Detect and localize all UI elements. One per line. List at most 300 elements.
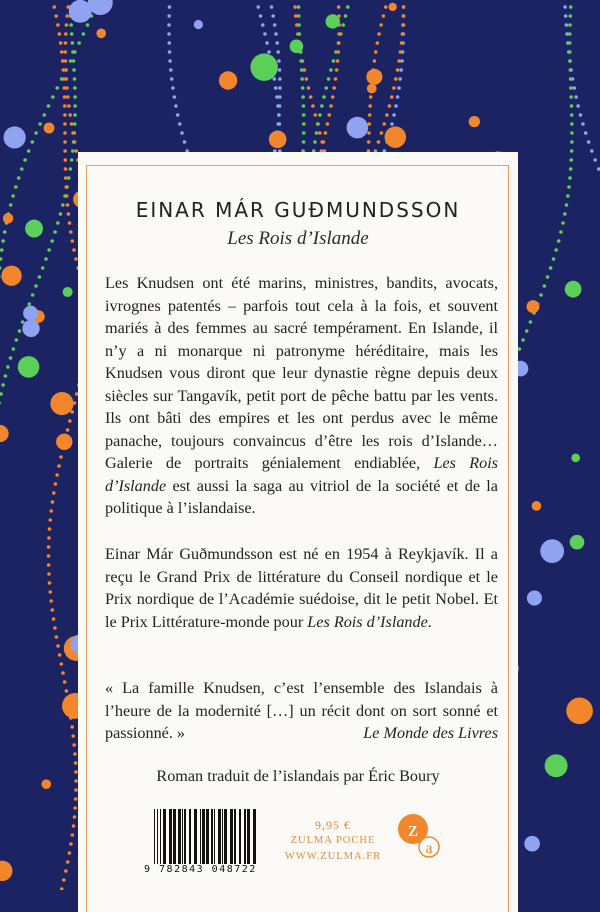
pattern-dot [65,23,69,27]
pattern-dot [170,77,174,81]
pattern-dot [569,5,573,9]
pattern-dot [73,752,77,756]
pattern-dot [71,734,75,738]
pattern-dot [394,77,398,81]
pattern-dot [397,86,401,90]
barcode-bar [182,809,183,864]
pattern-dot [55,635,59,639]
pattern-dot [63,140,67,144]
pattern-dot [318,113,322,117]
pattern-dot [275,41,279,45]
pattern-dot [518,347,522,351]
pattern-dot [278,86,282,90]
quote-text: « La famille Knudsen, c’est l’ensemble des Islandais à l’heure de la modernité […] un récit dont on sort sonné et passionné. » [105,679,498,742]
pattern-dot [27,302,31,306]
pattern-dot [377,140,381,144]
pattern-circle [41,779,51,789]
pattern-dot [73,122,77,126]
barcode-bar [224,809,227,864]
pattern-dot [61,203,65,207]
pattern-dot [0,257,2,261]
pattern-circle [3,213,13,223]
pattern-dot [172,95,176,99]
svg-text:a: a [425,840,433,857]
pattern-dot [56,644,60,648]
pattern-dot [300,77,304,81]
pattern-dot [324,131,328,135]
pattern-dot [62,878,66,882]
pattern-dot [73,95,77,99]
pattern-dot [73,104,77,108]
pattern-circle [250,53,277,80]
barcode-bar [244,809,246,864]
pattern-dot [64,68,68,72]
pattern-dot [20,167,24,171]
pattern-dot [525,329,529,333]
pattern-dot [367,140,371,144]
pattern-dot [546,275,550,279]
pattern-circle [527,300,540,313]
pattern-dot [183,140,187,144]
pattern-dot [385,113,389,117]
pattern-dot [59,212,63,216]
pattern-dot [309,95,313,99]
pattern-dot [311,104,315,108]
pattern-dot [398,77,402,81]
pattern-dot [61,671,65,675]
pattern-dot [54,482,58,486]
pattern-dot [41,266,45,270]
pattern-circle [565,281,582,298]
publisher-website: WWW.ZULMA.FR [284,851,382,862]
pattern-circle [269,131,287,149]
pattern-dot [73,140,77,144]
pattern-dot [44,257,48,261]
pattern-dot [563,212,567,216]
book-title: Les Rois d’Islande [227,228,369,249]
pattern-dot [297,23,301,27]
pattern-dot [276,104,280,108]
barcode-bar [163,809,166,864]
pattern-dot [565,23,569,27]
pattern-circle [0,425,9,442]
pattern-dot [60,50,64,54]
pattern-dot [0,401,1,405]
pattern-dot [570,122,574,126]
pattern-dot [66,428,70,432]
barcode-bar [200,809,201,864]
pattern-dot [14,185,18,189]
pattern-dot [68,851,72,855]
barcode-bar [222,809,223,864]
pattern-circle [4,126,26,148]
pattern-dot [178,122,182,126]
pattern-dot [53,230,57,234]
pattern-dot [168,5,172,9]
pattern-dot [34,131,38,135]
pattern-dot [66,95,70,99]
pattern-dot [569,95,573,99]
pattern-dot [402,5,406,9]
pattern-dot [267,50,271,54]
pattern-dot [568,14,572,18]
pattern-circle [540,539,564,563]
pattern-dot [307,86,311,90]
pattern-dot [171,86,175,90]
pattern-dot [568,23,572,27]
pattern-dot [47,554,51,558]
pattern-dot [316,122,320,126]
pattern-dot [72,68,76,72]
pattern-dot [69,230,73,234]
barcode-bar [160,809,161,864]
pattern-dot [82,32,86,36]
pattern-dot [298,32,302,36]
pattern-dot [278,77,282,81]
pattern-circle [25,220,43,238]
pattern-dot [566,194,570,198]
publisher-info [268,817,398,865]
pattern-dot [302,113,306,117]
pattern-dot [392,113,396,117]
pattern-dot [327,113,331,117]
pattern-dot [570,149,574,153]
pattern-dot [568,59,572,63]
pattern-dot [302,140,306,144]
pattern-dot [584,131,588,135]
pattern-dot [0,266,1,270]
pattern-dot [277,59,281,63]
pattern-dot [64,50,68,54]
pattern-dot [69,842,73,846]
pattern-circle [44,123,55,134]
pattern-dot [6,365,10,369]
pattern-dot [368,122,372,126]
pattern-dot [70,32,74,36]
pattern-dot [30,140,34,144]
pattern-dot [169,68,173,72]
pattern-dot [49,599,53,603]
pattern-circle [527,590,542,605]
pattern-dot [402,14,406,18]
pattern-dot [299,59,303,63]
pattern-dot [572,86,576,90]
barcode [150,809,260,869]
barcode-bar [214,809,215,864]
pattern-dot [0,248,4,252]
pattern-dot [64,176,68,180]
pattern-dot [74,761,78,765]
pattern-dot [324,86,328,90]
pattern-dot [593,158,597,162]
barcode-bar [184,809,186,864]
pattern-circle [96,28,106,38]
pattern-dot [51,95,55,99]
synopsis-text-end: est aussi la saga au vitriol de la société et de la politique à l’islandaise. [105,476,498,517]
pattern-dot [86,23,90,27]
pattern-dot [60,77,64,81]
pattern-dot [388,104,392,108]
pattern-dot [180,131,184,135]
author-name: EINAR MÁR GUÐMUNDSSON [135,198,461,222]
pattern-dot [57,464,61,468]
pattern-dot [368,113,372,117]
barcode-bar [202,809,205,864]
pattern-dot [71,41,75,45]
pattern-dot [581,122,585,126]
barcode-bar [239,809,241,864]
pattern-dot [336,50,340,54]
pattern-dot [56,221,60,225]
pattern-dot [554,248,558,252]
pattern-dot [12,347,16,351]
pattern-dot [335,68,339,72]
pattern-circle [50,392,73,415]
pattern-dot [38,122,42,126]
pattern-dot [302,104,306,108]
pattern-dot [570,131,574,135]
publisher-name: ZULMA POCHE [290,835,376,846]
pattern-circle [219,71,237,89]
pattern-dot [568,50,572,54]
pattern-dot [73,77,77,81]
pattern-dot [568,176,572,180]
pattern-dot [590,149,594,153]
pattern-circle [366,69,382,85]
pattern-dot [168,59,172,63]
pattern-dot [15,338,19,342]
pattern-dot [322,140,326,144]
pattern-dot [570,113,574,117]
pattern-dot [9,203,13,207]
pattern-dot [396,68,400,72]
pattern-dot [0,392,3,396]
pattern-dot [346,5,350,9]
pattern-circle [63,287,73,297]
barcode-bar [154,809,155,864]
pattern-dot [382,122,386,126]
pattern-dot [587,140,591,144]
pattern-dot [256,5,260,9]
pattern-dot [397,59,401,63]
pattern-dot [63,104,67,108]
pattern-circle [566,698,593,725]
pattern-dot [48,590,52,594]
pattern-dot [278,122,282,126]
barcode-bar [173,809,176,864]
pattern-dot [302,122,306,126]
pattern-dot [568,41,572,45]
pattern-dot [334,77,338,81]
pattern-circle [325,14,339,28]
zulma-logo-icon [397,813,441,861]
pattern-dot [176,113,180,117]
pattern-dot [301,95,305,99]
pattern-dot [302,131,306,135]
pattern-dot [11,194,15,198]
pattern-dot [68,113,72,117]
pattern-dot [48,527,52,531]
pattern-dot [67,212,71,216]
pattern-dot [557,239,561,243]
pattern-dot [529,320,533,324]
pattern-dot [337,41,341,45]
barcode-bar [189,809,191,864]
pattern-dot [382,14,386,18]
pattern-circle [570,535,585,550]
pattern-dot [66,860,70,864]
pattern-dot [63,680,67,684]
pattern-dot [73,113,77,117]
pattern-dot [167,41,171,45]
synopsis-paragraph [105,272,498,520]
pattern-dot [332,86,336,90]
pattern-dot [68,221,72,225]
pattern-dot [275,95,279,99]
pattern-dot [65,194,69,198]
pattern-dot [68,419,72,423]
pattern-dot [271,14,275,18]
pattern-dot [379,23,383,27]
pattern-dot [21,320,25,324]
pattern-dot [47,248,51,252]
pattern-dot [564,14,568,18]
barcode-bar [253,809,256,864]
pattern-dot [293,5,297,9]
pattern-dot [174,104,178,108]
pattern-dot [53,626,57,630]
barcode-bar [206,809,209,864]
pattern-dot [539,293,543,297]
pattern-dot [392,86,396,90]
author-bio-paragraph [105,543,498,633]
svg-text:z: z [408,816,418,841]
pattern-dot [569,86,573,90]
synopsis-title-italic: Les Rois d’Islande [105,454,498,495]
pattern-dot [64,869,68,873]
pattern-dot [344,14,348,18]
pattern-dot [50,239,54,243]
pattern-dot [60,662,64,666]
pattern-dot [337,5,341,9]
pattern-dot [74,797,78,801]
pattern-dot [561,221,565,225]
pattern-dot [77,41,81,45]
pattern-dot [18,329,22,333]
pattern-dot [394,104,398,108]
pattern-dot [341,23,345,27]
pattern-dot [168,50,172,54]
pattern-dot [337,32,341,36]
pattern-dot [69,23,73,27]
pattern-dot [274,32,278,36]
pattern-dot [329,68,333,72]
pattern-dot [576,104,580,108]
pattern-dot [64,77,68,81]
barcode-bar [169,809,172,864]
pattern-dot [48,518,52,522]
pattern-circle [545,754,568,777]
pattern-dot [66,203,70,207]
pattern-dot [568,32,572,36]
pattern-dot [368,104,372,108]
pattern-dot [313,140,317,144]
pattern-dot [72,824,76,828]
pattern-dot [327,77,331,81]
pattern-dot [17,176,21,180]
pattern-dot [559,230,563,234]
pattern-dot [261,23,265,27]
pattern-dot [369,95,373,99]
pattern-circle [385,126,407,148]
pattern-dot [570,104,574,108]
pattern-dot [259,14,263,18]
pattern-dot [54,14,58,18]
pattern-dot [568,68,572,72]
pattern-dot [263,32,267,36]
pattern-circle [23,306,38,321]
pattern-dot [570,140,574,144]
back-cover-panel [78,152,518,912]
pattern-dot [273,77,277,81]
pattern-dot [336,59,340,63]
bio-title-italic: Les Rois d’Islande [307,612,428,631]
pattern-dot [47,545,51,549]
pattern-dot [65,86,69,90]
pattern-dot [59,455,63,459]
pattern-dot [63,122,67,126]
pattern-dot [70,158,74,162]
pattern-dot [569,77,573,81]
pattern-dot [320,104,324,108]
pattern-dot [318,131,322,135]
pattern-circle [388,3,396,11]
pattern-dot [563,5,567,9]
pattern-dot [64,167,68,171]
pattern-dot [390,122,394,126]
pattern-circle [347,117,369,139]
pattern-dot [47,572,51,576]
pattern-dot [63,149,67,153]
pattern-circle [524,836,540,852]
pattern-dot [380,131,384,135]
pattern-dot [565,203,569,207]
barcode-bar [157,809,158,864]
pattern-dot [73,86,77,90]
pattern-circle [22,320,39,337]
pattern-dot [72,743,76,747]
pattern-dot [297,5,301,9]
quote-source: Le Monde des Livres [363,724,498,742]
pattern-dot [300,68,304,72]
pattern-dot [543,284,547,288]
pattern-dot [71,131,75,135]
pattern-dot [72,248,76,252]
press-quote [105,677,498,745]
pattern-dot [63,113,67,117]
pattern-dot [71,833,75,837]
pattern-dot [3,230,7,234]
pattern-dot [65,689,69,693]
pattern-dot [274,86,278,90]
pattern-dot [59,41,63,45]
pattern-dot [51,500,55,504]
pattern-dot [31,293,35,297]
pattern-dot [47,563,51,567]
pattern-circle [532,501,542,511]
pattern-circle [0,861,12,881]
pattern-circle [367,84,377,94]
